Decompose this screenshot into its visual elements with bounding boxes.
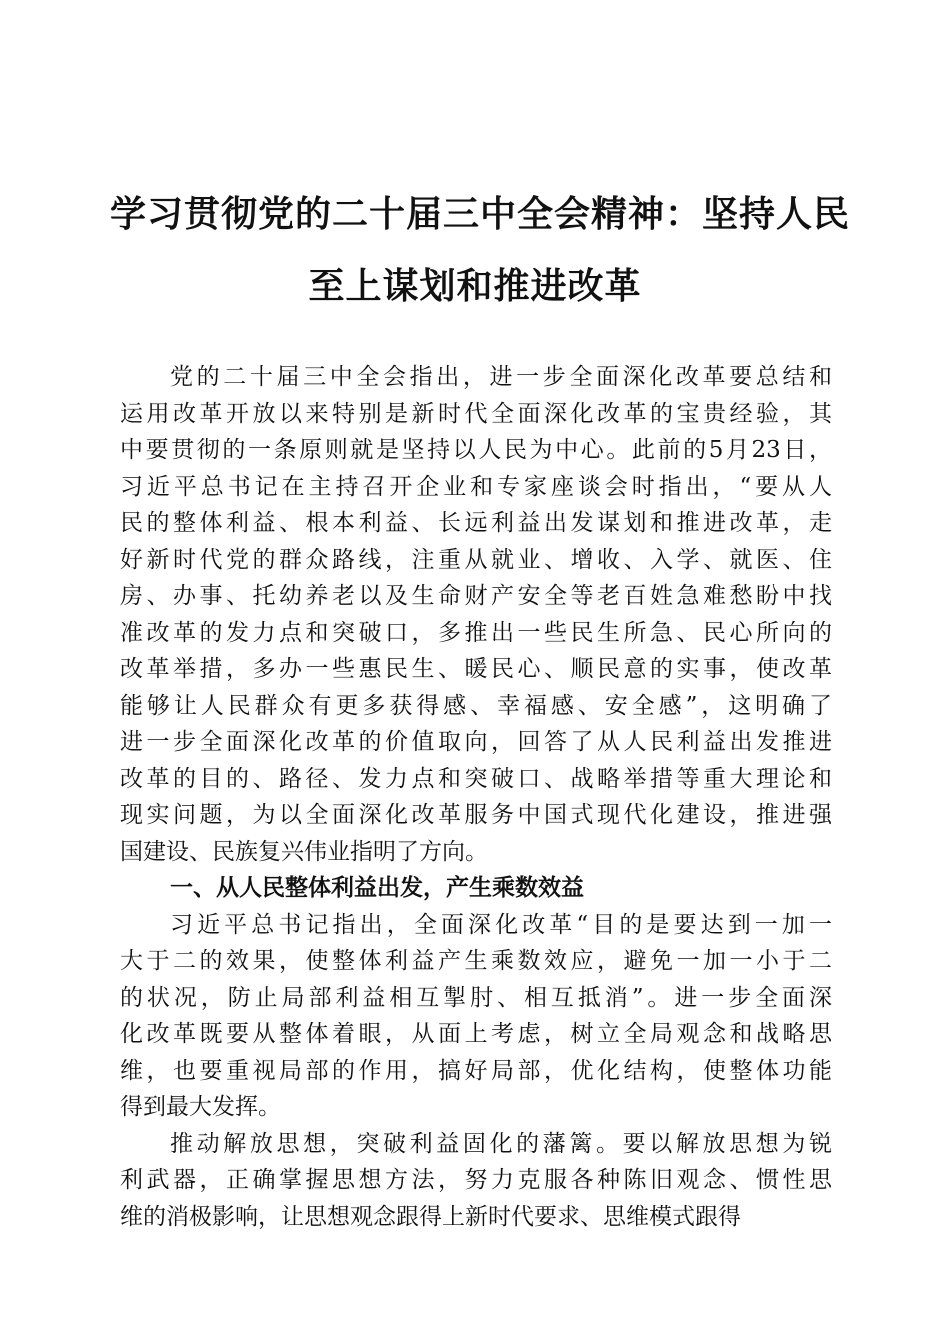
paragraph-line: 利武器，正确掌握思想方法，努力克服各种陈旧观念、惯性思	[120, 1167, 832, 1193]
document-body	[120, 359, 832, 1235]
paragraph-line: 得到最大发挥。	[120, 1094, 281, 1120]
paragraph-line: 民的整体利益、根本利益、长远利益出发谋划和推进改革，走	[120, 510, 832, 536]
paragraph-line: 习近平总书记在主持召开企业和专家座谈会时指出，“要从人	[120, 473, 832, 500]
body-paragraph	[120, 907, 832, 1126]
paragraph-line: 好新时代党的群众路线，注重从就业、增收、入学、就医、住	[120, 546, 832, 573]
paragraph-line: 现实问题，为以全面深化改革服务中国式现代化建设，推进强	[120, 802, 832, 828]
document-title-line-1: 学习贯彻党的二十届三中全会精神：坚持人民	[110, 194, 851, 235]
paragraph-line: 准改革的发力点和突破口，多推出一些民生所急、民心所向的	[120, 619, 832, 646]
paragraph-line: 中要贯彻的一条原则就是坚持以人民为中心。此前的5月23日，	[120, 437, 832, 463]
body-paragraph	[120, 359, 832, 870]
paragraph-line: 国建设、民族复兴伟业指明了方向。	[120, 838, 488, 865]
paragraph-line: 改革举措，多办一些惠民生、暖民心、顺民意的实事，使改革	[120, 656, 832, 682]
paragraph-line: 运用改革开放以来特别是新时代全面深化改革的宝贵经验，其	[120, 400, 832, 427]
paragraph-line: 维的消极影响，让思想观念跟得上新时代要求、思维模式跟得	[120, 1203, 741, 1230]
paragraph-line: 化改革既要从整体着眼，从面上考虑，树立全局观念和战略思	[120, 1021, 832, 1047]
paragraph-line: 推动解放思想，突破利益固化的藩篱。要以解放思想为锐	[170, 1130, 832, 1157]
document-title-line-2: 至上谋划和推进改革	[308, 266, 642, 307]
paragraph-line: 进一步全面深化改革的价值取向，回答了从人民利益出发推进	[120, 729, 832, 755]
paragraph-line: 的状况，防止局部利益相互掣肘、相互抵消”。进一步全面深	[120, 984, 832, 1011]
paragraph-line: 一、从人民整体利益出发，产生乘数效益	[170, 875, 584, 901]
paragraph-line: 习近平总书记指出，全面深化改革“目的是要达到一加一	[170, 911, 832, 938]
paragraph-line: 能够让人民群众有更多获得感、幸福感、安全感”，这明确了	[120, 692, 832, 719]
body-paragraph	[120, 1126, 832, 1236]
paragraph-line: 房、办事、托幼养老以及生命财产安全等老百姓急难愁盼中找	[120, 583, 832, 609]
paragraph-line: 大于二的效果，使整体利益产生乘数效应，避免一加一小于二	[120, 948, 832, 974]
paragraph-line: 维，也要重视局部的作用，搞好局部，优化结构，使整体功能	[120, 1057, 832, 1084]
paragraph-line: 改革的目的、路径、发力点和突破口、战略举措等重大理论和	[120, 765, 832, 792]
section-heading	[120, 870, 832, 907]
paragraph-line: 党的二十届三中全会指出，进一步全面深化改革要总结和	[170, 364, 832, 390]
